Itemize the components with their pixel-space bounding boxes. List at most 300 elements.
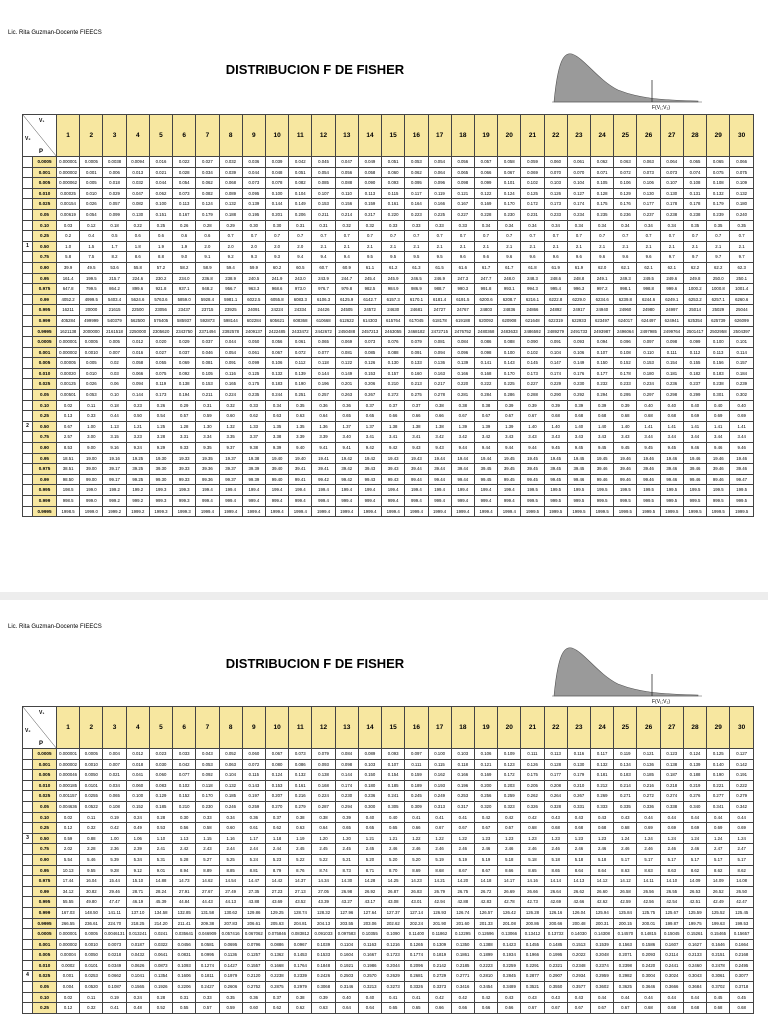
f-value-cell: 3.34 [196,432,219,443]
f-value-cell: 0.36 [242,992,265,1003]
f-value-cell: 1.41 [637,421,660,432]
f-value-cell: 0.004636 [57,801,80,812]
f-value-cell: 2476752 [451,326,474,337]
f-value-cell: 0.117 [591,749,614,760]
f-value-cell: 0.0010 [80,347,103,358]
f-value-cell: 203.06 [358,918,381,929]
f-value-cell: 0.112 [289,358,312,369]
f-value-cell: 0.173 [521,368,544,379]
f-value-cell: 129.86 [242,907,265,918]
f-value-cell: 0.115 [382,188,405,199]
f-value-cell: 8.63 [614,865,637,876]
f-value-cell: 0.33 [242,400,265,411]
f-value-cell: 200.01 [637,918,660,929]
f-value-cell: 2.0 [196,241,219,252]
f-value-cell: 996.3 [567,284,590,295]
v2-value-cell [23,284,33,295]
f-value-cell: 2305620 [149,326,172,337]
f-value-cell: 0.3068 [312,982,335,993]
f-value-cell: 3.42 [451,432,474,443]
f-value-cell: 0.00004 [57,950,80,961]
f-value-cell: 99.41 [289,474,312,485]
f-value-cell: 0.43 [521,992,544,1003]
f-value-cell: 19.46 [637,453,660,464]
f-value-cell: 0.108 [707,178,730,189]
column-header: 25 [614,707,637,749]
f-value-cell: 0.240 [730,209,754,220]
p-value-cell: 0.001 [33,759,57,770]
f-value-cell: 0.236 [358,791,381,802]
f-value-cell: 9.37 [219,443,242,454]
f-value-cell: 19.42 [335,453,358,464]
f-value-cell: 0.36 [312,400,335,411]
f-value-cell: 0.3373 [428,982,451,993]
f-value-cell: 0.187 [660,770,683,781]
f-value-cell: 0.085 [312,178,335,189]
f-value-cell: 1.38 [405,421,428,432]
f-value-cell: 0.035641 [173,929,196,940]
f-value-cell: 0.238 [707,379,730,390]
column-header: 29 [707,707,730,749]
table-row [23,305,754,316]
v2-value-cell [23,273,33,284]
f-value-cell: 24426 [312,305,335,316]
f-value-cell: 0.088 [382,347,405,358]
f-value-cell: 3.35 [219,432,242,443]
f-value-cell: 42.73 [521,897,544,908]
f-value-cell: 0.3273 [382,982,405,993]
table-row [23,337,754,348]
f-value-cell: 0.3004 [637,971,660,982]
p-value-cell: 0.005 [33,178,57,189]
p-value-cell: 0.25 [33,411,57,422]
f-value-cell: 0.35 [219,992,242,1003]
f-value-cell: 2502958 [707,326,730,337]
f-value-cell: 0.205 [521,780,544,791]
f-value-cell: 0.68 [614,411,637,422]
f-value-cell: 1999.5 [660,506,683,517]
f-value-cell: 0.2877 [521,971,544,982]
p-value-cell: 0.995 [33,897,57,908]
f-value-cell: 2.45 [358,844,381,855]
f-value-cell: 999.4 [405,496,428,507]
f-value-cell: 999.5 [521,496,544,507]
column-header: 28 [683,115,706,157]
f-value-cell: 999.5 [683,496,706,507]
f-value-cell: 0.5 [103,231,126,242]
f-value-cell: 622933 [567,315,590,326]
f-value-cell: 0.115 [428,759,451,770]
f-value-cell: 2371494 [196,326,219,337]
f-value-cell: 99.46 [567,474,590,485]
f-value-cell: 1.8 [126,241,149,252]
f-value-cell: 0.073 [173,188,196,199]
f-value-cell: 1999.4 [289,506,312,517]
f-value-cell: 0.58 [196,823,219,834]
f-value-cell: 9.6 [474,252,497,263]
f-value-cell: 0.14570 [614,929,637,940]
f-value-cell: 0.42 [498,812,521,823]
f-value-cell: 0.036 [242,157,265,168]
table-row [23,1003,754,1014]
f-value-cell: 14.16 [521,876,544,887]
f-value-cell: 0.136 [428,358,451,369]
f-value-cell: 99.46 [683,474,706,485]
f-value-cell: 0.00020 [57,368,80,379]
f-value-cell: 0.14308 [591,929,614,940]
f-value-cell: 0.213 [405,379,428,390]
f-value-cell: 26.53 [683,886,706,897]
column-header: 22 [544,707,567,749]
f-value-cell: 1.20 [335,833,358,844]
f-value-cell: 0.38 [289,992,312,1003]
f-value-cell: 1999.4 [428,506,451,517]
f-value-cell: 0.67 [498,411,521,422]
f-value-cell: 0.130 [660,188,683,199]
f-value-cell: 0.1861 [451,950,474,961]
f-value-cell: 0.37 [265,992,288,1003]
f-value-cell: 0.121 [451,188,474,199]
f-value-cell: 0.0796 [242,939,265,950]
f-value-cell: 0.0255 [80,791,103,802]
f-value-cell: 0.157 [382,368,405,379]
table-row [23,865,754,876]
f-value-cell: 0.097583 [335,929,358,940]
f-value-cell: 0.037 [196,337,219,348]
f-value-cell: 0.1104 [335,939,358,950]
f-value-cell: 2.1 [428,241,451,252]
f-value-cell: 25044 [730,305,754,316]
f-value-cell: 3.44 [707,432,730,443]
f-value-cell: 39.39 [242,464,265,475]
f-value-cell: 0.55 [173,1003,196,1014]
f-value-cell: 0.098 [474,347,497,358]
f-value-cell: 0.3454 [474,982,497,993]
f-value-cell: 6157.3 [382,294,405,305]
f-value-cell: 2483633 [498,326,521,337]
f-value-cell: 0.1257 [242,950,265,961]
f-value-cell: 245.4 [358,273,381,284]
f-value-cell: 3.39 [312,432,335,443]
f-value-cell: 0.6 [196,231,219,242]
v2-value-cell [23,759,33,770]
f-value-cell: 0.162 [428,770,451,781]
v2-value-cell [23,801,33,812]
table-row [23,876,754,887]
f-value-cell: 2.46 [567,844,590,855]
f-value-cell: 0.181 [660,368,683,379]
f-value-cell: 0.139 [289,368,312,379]
f-value-cell: 128.74 [289,907,312,918]
f-value-cell: 0.2420 [637,960,660,971]
f-value-cell: 99.44 [405,474,428,485]
f-value-cell: 999.4 [242,496,265,507]
f-value-cell: 60.2 [265,262,288,273]
f-value-cell: 623497 [591,315,614,326]
f-value-cell: 8.63 [660,865,683,876]
f-value-cell: 0.068 [219,178,242,189]
f-value-cell: 24940 [591,305,614,316]
f-value-cell: 238.9 [219,273,242,284]
f-value-cell: 0.160 [405,368,428,379]
f-value-cell: 125.94 [591,907,614,918]
table-row [23,506,754,517]
f-distribution-curve-icon [548,644,704,706]
f-value-cell: 0.2875 [265,982,288,993]
column-header: 13 [335,115,358,157]
f-value-cell: 0.4 [80,231,103,242]
f-value-cell: 0.28 [196,220,219,231]
f-value-cell: 0.079 [405,337,428,348]
f-value-cell: 211.41 [173,918,196,929]
p-value-cell: 0.0005 [33,749,57,760]
f-value-cell: 23056 [149,305,172,316]
f-value-cell: 0.010 [80,368,103,379]
f-value-cell: 0.069 [521,167,544,178]
f-value-cell: 245.9 [382,273,405,284]
v2-value-cell [23,157,33,168]
f-value-cell: 0.058 [126,358,149,369]
f-value-cell: 0.057 [474,157,497,168]
f-value-cell: 125.52 [707,907,730,918]
v2-value-cell [23,485,33,496]
f-value-cell: 26.66 [521,886,544,897]
f-value-cell: 19.38 [242,453,265,464]
f-value-cell: 0.2044 [382,960,405,971]
f-value-cell: 0.021 [103,770,126,781]
f-value-cell: 0.067 [498,167,521,178]
f-value-cell: 0.2114 [660,950,683,961]
f-value-cell: 9.4 [335,252,358,263]
f-value-cell: 0.69 [707,823,730,834]
f-value-cell: 14.09 [683,876,706,887]
f-value-cell: 1999.5 [707,506,730,517]
f-value-cell: 0.2982 [614,971,637,982]
f-value-cell: 0.113 [707,347,730,358]
f-value-cell: 0.53 [149,823,172,834]
f-value-cell: 250.1 [730,273,754,284]
f-value-cell: 1.23 [498,833,521,844]
f-value-cell: 990.3 [451,284,474,295]
f-value-cell: 0.65 [405,1003,428,1014]
f-value-cell: 0.227 [451,209,474,220]
f-value-cell: 0.196 [451,780,474,791]
p-value-cell: 0.001 [33,939,57,950]
f-value-cell: 0.179 [707,199,730,210]
f-value-cell: 1.21 [358,833,381,844]
table-row [23,897,754,908]
f-value-cell: 0.099 [474,178,497,189]
f-value-cell: 0.7 [683,231,706,242]
f-value-cell: 1.9 [173,241,196,252]
f-value-cell: 125.67 [660,907,683,918]
f-value-cell: 0.083 [149,780,172,791]
f-value-cell: 1.40 [614,421,637,432]
f-value-cell: 0.0005 [80,749,103,760]
f-value-cell: 0.128 [544,759,567,770]
f-value-cell: 2.45 [312,844,335,855]
f-value-cell: 1.22 [428,833,451,844]
f-value-cell: 0.183 [707,368,730,379]
f-value-cell: 0.185 [149,801,172,812]
column-header: 15 [382,115,405,157]
p-value-cell: 0.0005 [33,337,57,348]
f-value-cell: 26.79 [428,886,451,897]
f-value-cell: 2.1 [660,241,683,252]
f-value-cell: 994.3 [521,284,544,295]
f-value-cell: 0.1986 [358,960,381,971]
table-row [23,770,754,781]
f-value-cell: 1.25 [149,421,172,432]
f-value-cell: 0.062 [149,188,172,199]
f-value-cell: 0.1427 [219,960,242,971]
f-value-cell: 979.8 [335,284,358,295]
f-value-cell: 19.00 [80,453,103,464]
f-value-cell: 26.64 [544,886,567,897]
f-value-cell: 0.098 [451,178,474,189]
f-value-cell: 1.24 [707,833,730,844]
f-value-cell: 1999.5 [683,506,706,517]
f-value-cell: 0.41 [428,812,451,823]
f-value-cell: 0.1485 [544,939,567,950]
f-value-cell: 39.37 [219,464,242,475]
f-value-cell: 19.45 [544,453,567,464]
f-value-cell: 43.69 [265,897,288,908]
f-value-cell: 0.091033 [312,929,335,940]
f-value-cell: 0.167 [173,209,196,220]
f-value-cell: 14.54 [219,876,242,887]
f-value-cell: 2.1 [312,241,335,252]
f-value-cell: 0.3625 [614,982,637,993]
f-value-cell: 0.253 [451,791,474,802]
f-value-cell: 199.5 [637,485,660,496]
f-value-cell: 0.7 [591,231,614,242]
table-row [23,252,754,263]
f-value-cell: 619188 [451,315,474,326]
f-value-cell: 0.64 [358,1003,381,1014]
f-value-cell: 6229.0 [567,294,590,305]
f-value-cell: 999.5 [591,496,614,507]
f-value-cell: 0.7 [428,231,451,242]
table-row [23,780,754,791]
f-value-cell: 19.44 [428,453,451,464]
f-value-cell: 0.1565 [126,982,149,993]
f-value-cell: 0.2093 [637,950,660,961]
f-value-cell: 23925 [219,305,242,316]
f-value-cell: 201.08 [498,918,521,929]
f-value-cell: 0.161 [289,780,312,791]
f-value-cell: 127.64 [358,907,381,918]
f-value-cell: 0.118 [196,780,219,791]
f-value-cell: 0.0520 [80,982,103,993]
f-value-cell: 2.1 [474,241,497,252]
f-value-cell: 0.005 [103,337,126,348]
f-value-cell: 0.29 [219,220,242,231]
f-value-cell: 1.17 [242,833,265,844]
f-value-cell: 39.41 [289,464,312,475]
f-value-cell: 9.4 [289,252,312,263]
f-value-cell: 60.7 [312,262,335,273]
f-value-cell: 0.177 [544,770,567,781]
f-value-cell: 14.28 [358,876,381,887]
f-value-cell: 0.272 [637,791,660,802]
f-value-cell: 249.8 [683,273,706,284]
f-value-cell: 0.67 [614,1003,637,1014]
f-value-cell: 61.3 [405,262,428,273]
f-value-cell: 5.39 [103,854,126,865]
f-value-cell: 0.201 [265,209,288,220]
f-value-cell: 8.64 [567,865,590,876]
f-value-cell: 61.9 [544,262,567,273]
f-value-cell: 0.084 [451,337,474,348]
f-value-cell: 0.33 [451,220,474,231]
table-row [23,220,754,231]
f-value-cell: 0.190 [707,770,730,781]
f-value-cell: 0.19 [103,812,126,823]
f-value-cell: 2501417 [683,326,706,337]
f-value-cell: 0.15465 [707,929,730,940]
f-value-cell: 0.088 [335,178,358,189]
f-value-cell: 137.10 [126,907,149,918]
f-value-cell: 0.144 [126,390,149,401]
f-value-cell: 0.340 [683,801,706,812]
f-value-cell: 2.1 [730,241,754,252]
f-value-cell: 1999.2 [103,506,126,517]
f-value-cell: 0.177 [637,199,660,210]
f-value-cell: 1999.2 [126,506,149,517]
f-value-cell: 0.0050 [80,950,103,961]
p-value-cell: 0.010 [33,960,57,971]
f-value-cell: 0.061 [289,337,312,348]
column-header: 8 [219,707,242,749]
f-value-cell: 610668 [312,315,335,326]
f-value-cell: 0.12696 [474,929,497,940]
f-value-cell: 2250000 [126,326,149,337]
f-value-cell: 0.2460 [683,960,706,971]
f-value-cell: 0.114 [730,347,754,358]
f-value-cell: 0.224 [312,791,335,802]
f-value-cell: 0.239 [730,379,754,390]
f-value-cell: 39.25 [126,464,149,475]
f-value-cell: 0.220 [382,209,405,220]
f-value-cell: 608368 [289,315,312,326]
f-value-cell: 9.44 [451,443,474,454]
v2-value-cell [23,199,33,210]
f-value-cell: 215.7 [103,273,126,284]
f-value-cell: 9.7 [730,252,754,263]
column-header: 23 [567,707,590,749]
f-value-cell: 0.10 [103,390,126,401]
f-value-cell: 0.7 [405,231,428,242]
f-value-cell: 6249.1 [660,294,683,305]
f-value-cell: 0.085 [358,347,381,358]
table-row [23,854,754,865]
f-value-cell: 0.230 [335,791,358,802]
v2-value-cell [23,368,33,379]
f-value-cell: 0.075 [707,167,730,178]
f-value-cell: 0.121 [637,749,660,760]
f-value-cell: 1.24 [660,833,683,844]
v2-value-cell [23,1003,33,1014]
f-value-cell: 2450488 [335,326,358,337]
f-value-cell: 0.188 [683,770,706,781]
f-value-cell: 0.299 [683,390,706,401]
f-value-cell: 0.095 [405,178,428,189]
f-value-cell: 61.1 [358,262,381,273]
f-value-cell: 9.45 [591,443,614,454]
f-value-cell: 203.55 [335,918,358,929]
f-value-cell: 0.43 [614,812,637,823]
